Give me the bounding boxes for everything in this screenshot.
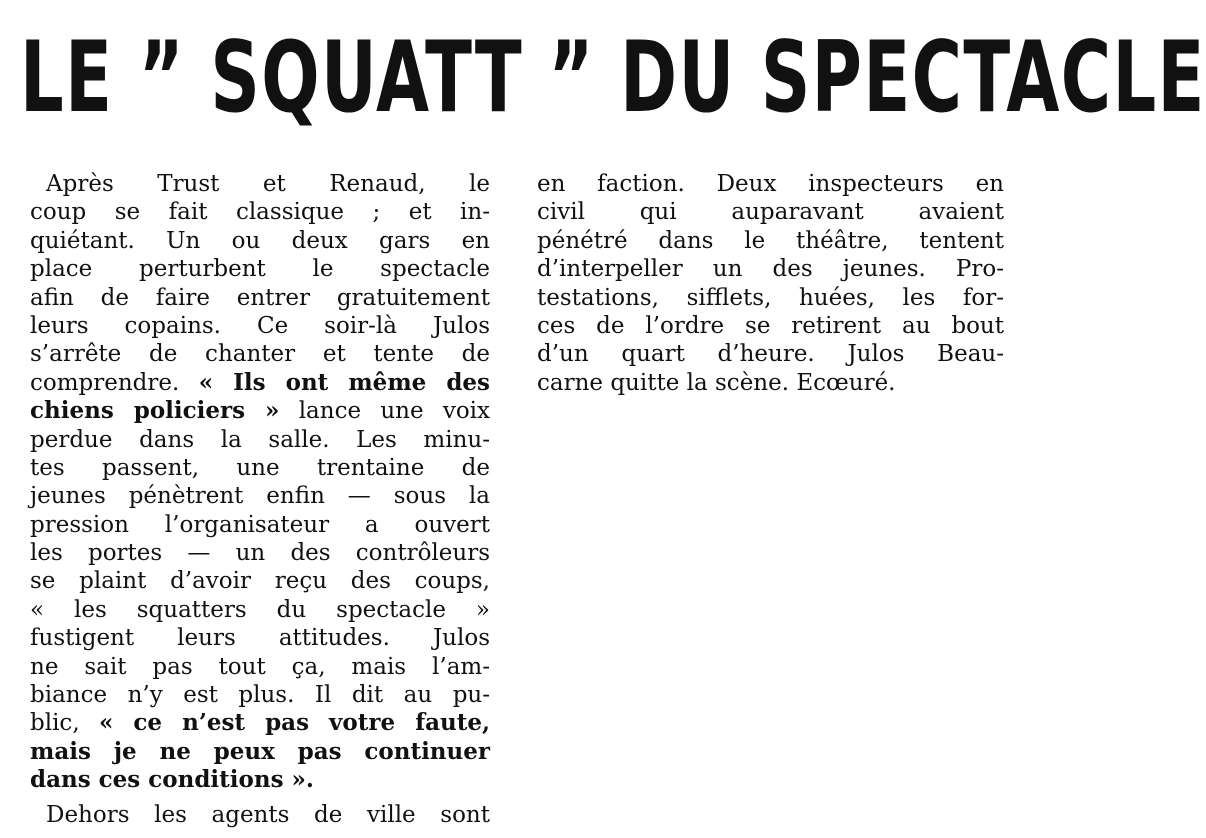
quote-bold: dans ces conditions ». [30, 766, 314, 794]
text-line: perdue dans la salle. Les minu- [30, 426, 490, 453]
text-line: les portes — un des contrôleurs [30, 540, 490, 567]
text-line [30, 709, 490, 737]
text-segment: lance une voix [279, 398, 491, 425]
article-headline: LE ” SQUATT ” DU SPECTACLE [20, 21, 1206, 135]
quote-bold: chiens policiers » [30, 397, 280, 425]
article-column-right [537, 170, 1004, 397]
text-line [30, 766, 490, 794]
text-line: « les squatters du spectacle » [30, 596, 490, 623]
text-line [30, 738, 490, 766]
text-line [30, 397, 490, 425]
text-line: d’interpeller un des jeunes. Pro- [537, 256, 1004, 283]
text-line: biance n’y est plus. Il dit au pu- [30, 682, 490, 709]
text-line: quiétant. Un ou deux gars en [30, 227, 490, 254]
text-line: leurs copains. Ce soir-là Julos [30, 312, 490, 339]
text-line: civil qui auparavant avaient [537, 199, 1004, 226]
text-line: ne sait pas tout ça, mais l’am- [30, 653, 490, 680]
text-line: pénétré dans le théâtre, tentent [537, 227, 1004, 254]
text-line: place perturbent le spectacle [30, 256, 490, 283]
text-line: tes passent, une trentaine de [30, 454, 490, 481]
text-line: s’arrête de chanter et tente de [30, 341, 490, 368]
text-line: Après Trust et Renaud, le [46, 171, 490, 197]
text-line: testations, sifflets, huées, les for- [537, 284, 1004, 311]
text-line: fustigent leurs attitudes. Julos [30, 625, 490, 652]
quote-bold: « ce n’est pas votre faute, [98, 709, 490, 737]
quote-bold: mais je ne peux pas continuer [30, 737, 490, 765]
text-line: se plaint d’avoir reçu des coups, [30, 568, 490, 595]
text-segment: blic, [30, 710, 99, 737]
text-line: Dehors les agents de ville sont [46, 801, 490, 828]
text-line: carne quitte la scène. Ecœuré. [537, 369, 896, 396]
text-line: pression l’organisateur a ouvert [30, 511, 490, 538]
text-line: ces de l’ordre se retirent au bout [537, 312, 1004, 339]
quote-bold: « Ils ont même des [198, 368, 491, 396]
text-line: d’un quart d’heure. Julos Beau- [537, 341, 1004, 368]
text-line: jeunes pénètrent enfin — sous la [30, 483, 490, 510]
text-line: coup se fait classique ; et in- [30, 199, 490, 226]
text-line: en faction. Deux inspecteurs en [537, 171, 1004, 197]
text-segment: comprendre. [30, 369, 199, 396]
text-line [30, 369, 490, 397]
text-line: afin de faire entrer gratuitement [30, 284, 490, 311]
article-column-left [30, 170, 490, 829]
